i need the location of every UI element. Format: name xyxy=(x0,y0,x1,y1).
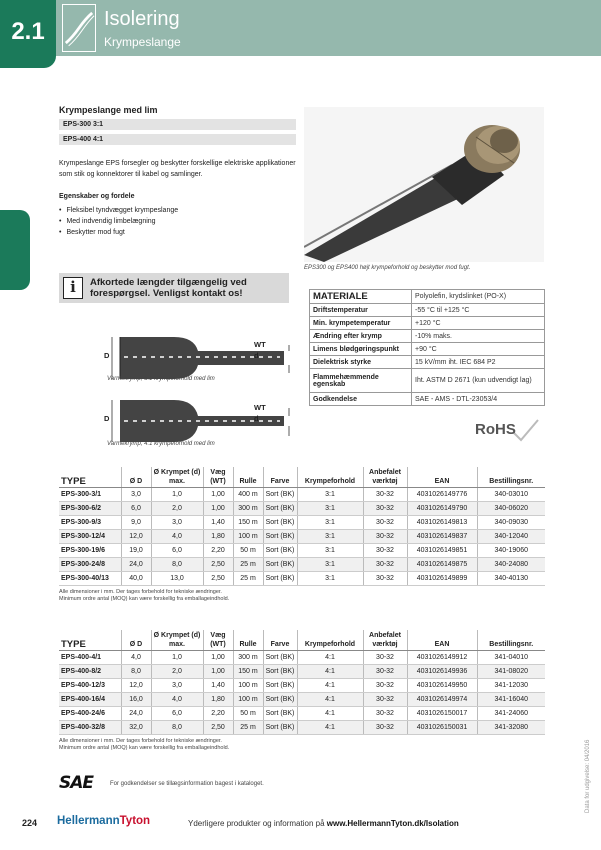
table-cell: 19,0 xyxy=(121,544,151,558)
table-cell: 50 m xyxy=(233,544,263,558)
table-cell: 4031026149790 xyxy=(407,502,477,516)
footnote-300 xyxy=(59,589,229,603)
table-cell: 30-32 xyxy=(363,558,407,572)
footnote-400 xyxy=(59,738,229,752)
table-cell: EPS-300-3/1 xyxy=(59,488,121,502)
col-tool: Anbefalet værktøj xyxy=(363,467,407,488)
table-row xyxy=(59,665,545,679)
table-cell: EPS-300-19/6 xyxy=(59,544,121,558)
col-ratio: Krympeforhold xyxy=(297,630,363,651)
product-title: Krympeslange med lim xyxy=(59,105,158,115)
table-cell: 4031026149875 xyxy=(407,558,477,572)
col-shrunk: Ø Krympet (d) max. xyxy=(151,630,203,651)
table-cell: 340-06020 xyxy=(477,502,545,516)
table-row xyxy=(59,530,545,544)
table-cell: 4031026149974 xyxy=(407,693,477,707)
table-cell: 1,80 xyxy=(203,530,233,544)
product-table-300 xyxy=(59,467,545,586)
footer-lead: Yderligere produkter og information på xyxy=(188,819,325,828)
table-cell: Sort (BK) xyxy=(263,572,297,586)
table-cell: 100 m xyxy=(233,693,263,707)
dim-wt: WT xyxy=(254,403,266,412)
insulation-icon xyxy=(62,4,96,52)
table-cell: 3:1 xyxy=(297,502,363,516)
table-cell: 341-24060 xyxy=(477,707,545,721)
table-cell: 30-32 xyxy=(363,502,407,516)
table-cell: 4031026149776 xyxy=(407,488,477,502)
spec-value: +90 °C xyxy=(412,343,545,356)
col-ean: EAN xyxy=(407,467,477,488)
dim-d-inner: d xyxy=(254,351,259,360)
table-cell: 4,0 xyxy=(121,651,151,665)
brand-part-a: Hellermann xyxy=(57,815,120,827)
spec-value: Iht. ASTM D 2671 (kun udvendigt lag) xyxy=(412,369,545,393)
table-cell: 30-32 xyxy=(363,665,407,679)
table-cell: 13,0 xyxy=(151,572,203,586)
table-body xyxy=(59,488,545,586)
table-cell: 150 m xyxy=(233,665,263,679)
specs-row xyxy=(310,290,545,304)
table-row xyxy=(59,707,545,721)
table-row xyxy=(59,651,545,665)
table-cell: 340-40130 xyxy=(477,572,545,586)
spec-value: +120 °C xyxy=(412,317,545,330)
specs-row xyxy=(310,393,545,406)
diagram-caption: Varmekrymp, 4:1 krympeforhold med lim xyxy=(107,441,215,447)
table-cell: Sort (BK) xyxy=(263,502,297,516)
table-cell: EPS-400-32/8 xyxy=(59,721,121,735)
table-cell: 30-32 xyxy=(363,530,407,544)
table-cell: 2,0 xyxy=(151,665,203,679)
col-ratio: Krympeforhold xyxy=(297,467,363,488)
feature-item: • Beskytter mod fugt xyxy=(59,227,178,238)
table-cell: EPS-300-9/3 xyxy=(59,516,121,530)
feature-item: • Med indvendig limbelægning xyxy=(59,216,178,227)
table-cell: 340-03010 xyxy=(477,488,545,502)
table-cell: 4,0 xyxy=(151,530,203,544)
col-od: Ø D xyxy=(121,467,151,488)
table-cell: 8,0 xyxy=(151,558,203,572)
table-cell: 4031026149837 xyxy=(407,530,477,544)
col-color: Farve xyxy=(263,630,297,651)
col-roll: Rulle xyxy=(233,630,263,651)
table-cell: 25 m xyxy=(233,721,263,735)
features-list xyxy=(59,205,178,238)
specs-table xyxy=(309,289,545,406)
rohs-text: RoHS xyxy=(475,421,516,438)
spec-key: Driftstemperatur xyxy=(310,304,412,317)
table-cell: 4031026149899 xyxy=(407,572,477,586)
table-cell: 8,0 xyxy=(121,665,151,679)
col-tool: Anbefalet værktøj xyxy=(363,630,407,651)
table-cell: EPS-400-4/1 xyxy=(59,651,121,665)
info-box xyxy=(59,273,289,303)
table-cell: 3:1 xyxy=(297,558,363,572)
table-cell: 1,80 xyxy=(203,693,233,707)
table-cell: 1,40 xyxy=(203,679,233,693)
table-cell: 40,0 xyxy=(121,572,151,586)
dim-d-outer: D xyxy=(104,351,110,360)
footnote-line: Alle dimensioner i mm. Der tages forbehold for tekniske ændringer. xyxy=(59,589,222,595)
footer-text xyxy=(188,819,459,828)
table-cell: 341-08020 xyxy=(477,665,545,679)
dim-wt: WT xyxy=(254,340,266,349)
table-cell: 341-32080 xyxy=(477,721,545,735)
table-cell: 341-12030 xyxy=(477,679,545,693)
table-cell: EPS-400-16/4 xyxy=(59,693,121,707)
table-cell: 6,0 xyxy=(151,707,203,721)
spec-value: 15 kV/mm iht. IEC 684 P2 xyxy=(412,356,545,369)
table-cell: 3,0 xyxy=(151,516,203,530)
table-cell: 24,0 xyxy=(121,558,151,572)
table-cell: 3:1 xyxy=(297,488,363,502)
table-cell: 2,20 xyxy=(203,544,233,558)
table-cell: 32,0 xyxy=(121,721,151,735)
table-row xyxy=(59,693,545,707)
table-cell: EPS-400-8/2 xyxy=(59,665,121,679)
specs-row xyxy=(310,330,545,343)
table-cell: 3:1 xyxy=(297,530,363,544)
table-cell: 341-04010 xyxy=(477,651,545,665)
table-cell: 4031026149813 xyxy=(407,516,477,530)
table-cell: Sort (BK) xyxy=(263,651,297,665)
page-number: 224 xyxy=(22,818,38,828)
table-body xyxy=(59,651,545,735)
table-cell: EPS-300-6/2 xyxy=(59,502,121,516)
table-cell: 4031026150031 xyxy=(407,721,477,735)
table-cell: 6,0 xyxy=(151,544,203,558)
table-cell: Sort (BK) xyxy=(263,558,297,572)
side-tab xyxy=(0,210,30,290)
table-cell: 340-24080 xyxy=(477,558,545,572)
table-cell: EPS-400-12/3 xyxy=(59,679,121,693)
table-cell: 4,0 xyxy=(151,693,203,707)
col-od: Ø D xyxy=(121,630,151,651)
table-cell: 1,00 xyxy=(203,665,233,679)
col-ean: EAN xyxy=(407,630,477,651)
table-cell: Sort (BK) xyxy=(263,679,297,693)
table-cell: 400 m xyxy=(233,488,263,502)
table-cell: 1,00 xyxy=(203,651,233,665)
table-cell: 2,50 xyxy=(203,572,233,586)
table-cell: 1,00 xyxy=(203,502,233,516)
table-cell: 24,0 xyxy=(121,707,151,721)
footer-url[interactable]: www.HellermannTyton.dk/Isolation xyxy=(326,819,459,828)
table-cell: 30-32 xyxy=(363,679,407,693)
table-cell: 3:1 xyxy=(297,544,363,558)
table-cell: 3:1 xyxy=(297,572,363,586)
rohs-logo xyxy=(475,418,539,442)
table-cell: 300 m xyxy=(233,502,263,516)
dim-d-inner: d xyxy=(254,414,259,423)
side-note xyxy=(583,700,595,820)
sae-logo: SAE xyxy=(59,773,94,793)
footnote-line: Minimum ordre antal (MOQ) kan være forskellig fra emballageindhold. xyxy=(59,745,230,751)
table-cell: 1,0 xyxy=(151,651,203,665)
col-wall: Væg (WT) xyxy=(203,630,233,651)
table-cell: 4:1 xyxy=(297,651,363,665)
table-cell: Sort (BK) xyxy=(263,707,297,721)
table-cell: Sort (BK) xyxy=(263,516,297,530)
table-cell: 100 m xyxy=(233,679,263,693)
photo-caption: EPS300 og EPS400 højt krympeforhold og beskytter mod fugt. xyxy=(304,265,471,271)
spec-value: -10% maks. xyxy=(412,330,545,343)
chapter-tab xyxy=(0,0,56,68)
product-photo xyxy=(304,107,544,262)
table-cell: EPS-300-24/8 xyxy=(59,558,121,572)
table-cell: EPS-300-12/4 xyxy=(59,530,121,544)
footnote-line: Alle dimensioner i mm. Der tages forbehold for tekniske ændringer. xyxy=(59,738,222,744)
table-cell: 50 m xyxy=(233,707,263,721)
table-cell: 4:1 xyxy=(297,707,363,721)
product-description: Krympeslange EPS forsegler og beskytter forskellige elektriske applikationer som stik og konnektorer til kabel og samlinger. xyxy=(59,160,296,178)
table-cell: 30-32 xyxy=(363,707,407,721)
table-cell: 8,0 xyxy=(151,721,203,735)
sae-note: For godkendelser se tillægsinformation bagest i kataloget. xyxy=(110,781,264,787)
feature-item: • Fleksibel tyndvægget krympeslange xyxy=(59,205,178,216)
specs-row xyxy=(310,369,545,393)
table-cell: 2,50 xyxy=(203,558,233,572)
spec-key: Limens blødgøringspunkt xyxy=(310,343,412,356)
table-cell: 340-19060 xyxy=(477,544,545,558)
footnote-line: Minimum ordre antal (MOQ) kan være forskellig fra emballageindhold. xyxy=(59,596,230,602)
table-cell: Sort (BK) xyxy=(263,488,297,502)
product-code-400: EPS-400 4:1 xyxy=(59,134,296,145)
table-row xyxy=(59,721,545,735)
table-cell: 16,0 xyxy=(121,693,151,707)
table-cell: 340-12040 xyxy=(477,530,545,544)
table-cell: 150 m xyxy=(233,516,263,530)
spec-key: Ændring efter krymp xyxy=(310,330,412,343)
publication-date: Data for udgivelse: 04/2016 xyxy=(585,739,591,813)
col-type: TYPE xyxy=(59,467,121,488)
table-row xyxy=(59,544,545,558)
product-code-300: EPS-300 3:1 xyxy=(59,119,296,130)
page-subtitle: Krympeslange xyxy=(104,35,181,49)
spec-value: Polyolefin, krydslinket (PO-X) xyxy=(412,290,545,304)
specs-row xyxy=(310,343,545,356)
chapter-number: 2.1 xyxy=(11,18,45,45)
table-cell: 30-32 xyxy=(363,516,407,530)
dim-d-outer: D xyxy=(104,414,110,423)
features-title: Egenskaber og fordele xyxy=(59,193,135,200)
table-header-row xyxy=(59,467,545,488)
table-cell: 4031026149851 xyxy=(407,544,477,558)
specs-row xyxy=(310,356,545,369)
table-cell: 30-32 xyxy=(363,651,407,665)
table-cell: 30-32 xyxy=(363,544,407,558)
table-cell: 9,0 xyxy=(121,516,151,530)
table-cell: 12,0 xyxy=(121,530,151,544)
table-cell: 4031026149912 xyxy=(407,651,477,665)
table-cell: 1,40 xyxy=(203,516,233,530)
table-cell: 4:1 xyxy=(297,679,363,693)
spec-key: Dielektrisk styrke xyxy=(310,356,412,369)
info-icon: i xyxy=(63,277,83,299)
table-cell: EPS-300-40/13 xyxy=(59,572,121,586)
table-cell: 6,0 xyxy=(121,502,151,516)
table-cell: 30-32 xyxy=(363,488,407,502)
table-cell: Sort (BK) xyxy=(263,693,297,707)
product-table-400 xyxy=(59,630,545,735)
table-cell: 3,0 xyxy=(151,679,203,693)
table-cell: 30-32 xyxy=(363,572,407,586)
col-order: Bestillingsnr. xyxy=(477,630,545,651)
diagram-caption: Varmekrymp, 3:1 krympeforhold med lim xyxy=(107,376,215,382)
table-header-row xyxy=(59,630,545,651)
table-cell: Sort (BK) xyxy=(263,544,297,558)
specs-row xyxy=(310,317,545,330)
spec-key: Flammehæmmende egenskab xyxy=(310,369,412,393)
table-row xyxy=(59,502,545,516)
table-cell: 3:1 xyxy=(297,516,363,530)
page-title: Isolering xyxy=(104,8,180,30)
table-cell: 25 m xyxy=(233,572,263,586)
specs-row xyxy=(310,304,545,317)
col-color: Farve xyxy=(263,467,297,488)
table-cell: Sort (BK) xyxy=(263,721,297,735)
table-cell: 4031026150017 xyxy=(407,707,477,721)
table-cell: 4:1 xyxy=(297,665,363,679)
spec-value: -55 °C til +125 °C xyxy=(412,304,545,317)
col-order: Bestillingsnr. xyxy=(477,467,545,488)
col-roll: Rulle xyxy=(233,467,263,488)
table-cell: 30-32 xyxy=(363,721,407,735)
table-cell: Sort (BK) xyxy=(263,530,297,544)
table-cell: 12,0 xyxy=(121,679,151,693)
brand-logo xyxy=(57,815,150,827)
table-row xyxy=(59,572,545,586)
table-row xyxy=(59,488,545,502)
table-cell: 2,50 xyxy=(203,721,233,735)
info-text: Afkortede længder tilgængelig ved forespørgsel. Venligst kontakt os! xyxy=(90,277,247,299)
spec-key: Min. krympetemperatur xyxy=(310,317,412,330)
table-cell: Sort (BK) xyxy=(263,665,297,679)
brand-part-b: Tyton xyxy=(119,815,151,827)
col-wall: Væg (WT) xyxy=(203,467,233,488)
table-row xyxy=(59,558,545,572)
spec-key: Godkendelse xyxy=(310,393,412,406)
table-cell: 1,0 xyxy=(151,488,203,502)
table-row xyxy=(59,679,545,693)
table-cell: 4031026149950 xyxy=(407,679,477,693)
table-cell: EPS-400-24/6 xyxy=(59,707,121,721)
table-cell: 341-16040 xyxy=(477,693,545,707)
table-cell: 3,0 xyxy=(121,488,151,502)
table-cell: 100 m xyxy=(233,530,263,544)
table-cell: 4:1 xyxy=(297,693,363,707)
col-type: TYPE xyxy=(59,630,121,651)
table-cell: 4:1 xyxy=(297,721,363,735)
table-cell: 340-09030 xyxy=(477,516,545,530)
table-cell: 30-32 xyxy=(363,693,407,707)
spec-key: MATERIALE xyxy=(310,290,412,304)
col-shrunk: Ø Krympet (d) max. xyxy=(151,467,203,488)
table-cell: 4031026149936 xyxy=(407,665,477,679)
table-row xyxy=(59,516,545,530)
spec-value: SAE - AMS - DTL-23053/4 xyxy=(412,393,545,406)
table-cell: 25 m xyxy=(233,558,263,572)
table-cell: 2,0 xyxy=(151,502,203,516)
table-cell: 1,00 xyxy=(203,488,233,502)
table-cell: 300 m xyxy=(233,651,263,665)
table-cell: 2,20 xyxy=(203,707,233,721)
